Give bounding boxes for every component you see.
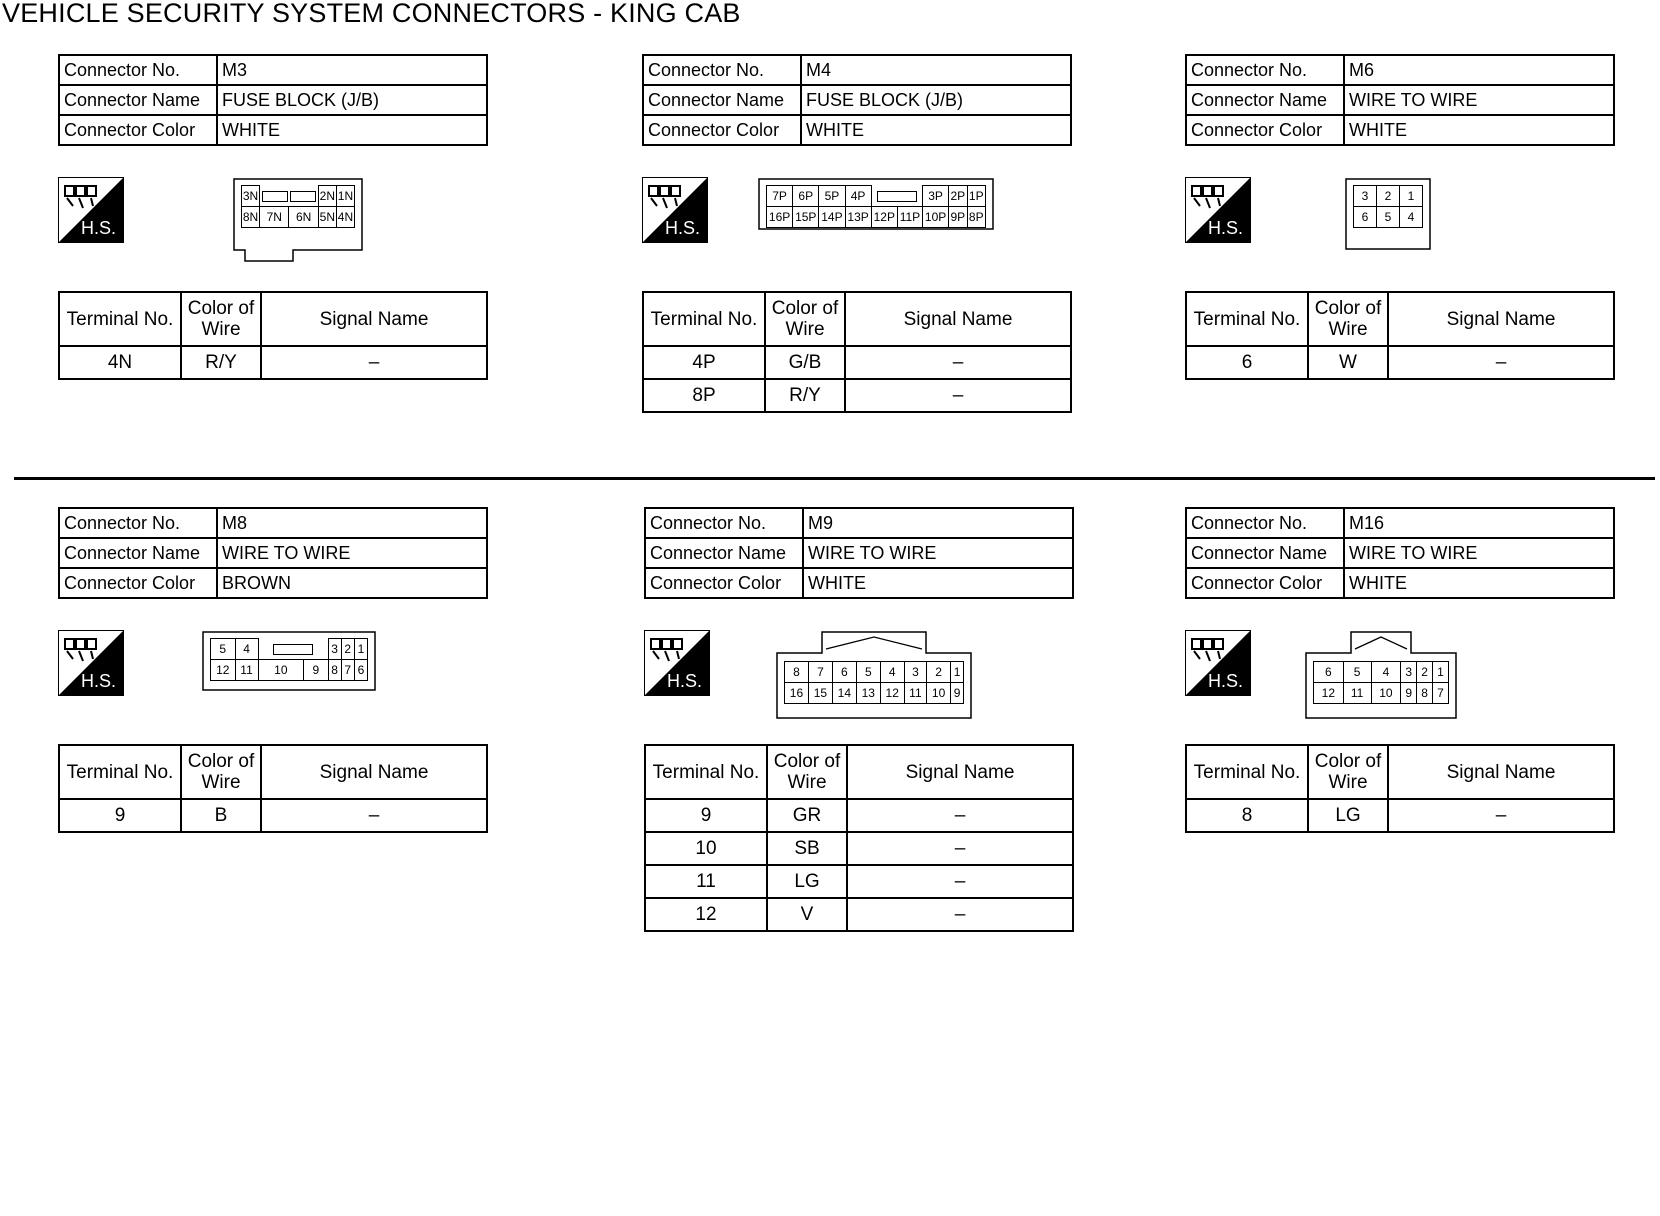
info-row [1186, 568, 1614, 598]
pin-cell: 7 [1433, 683, 1449, 704]
hs-label: H.S. [81, 671, 117, 691]
connector-name-label: Connector Name [643, 85, 801, 115]
info-row [59, 508, 487, 538]
signal-name: – [847, 832, 1073, 865]
pin-grid [241, 185, 355, 228]
pin-lock [871, 186, 922, 207]
pin-cell: 9 [304, 660, 328, 681]
harness-side-icon [58, 177, 124, 243]
pin-cell: 10 [1371, 683, 1401, 704]
connector-number-value: M16 [1344, 508, 1614, 538]
pin-lock [260, 186, 289, 207]
pin-cell: 13P [845, 207, 871, 228]
signal-name-header: Signal Name [1388, 292, 1614, 346]
terminal-row [59, 799, 487, 832]
connector-block-m16 [1185, 507, 1615, 947]
pin-row [242, 207, 355, 228]
terminal-no-header: Terminal No. [643, 292, 765, 346]
connector-info-table [644, 507, 1074, 599]
connector-number-label: Connector No. [1186, 508, 1344, 538]
connector-name-label: Connector Name [645, 538, 803, 568]
pin-cell: 7 [808, 662, 832, 683]
terminal-header-row [645, 745, 1073, 799]
terminal-number: 8 [1186, 799, 1308, 832]
pin-cell: 4P [845, 186, 871, 207]
connector-color-label: Connector Color [59, 568, 217, 598]
lock-tab [877, 191, 917, 202]
terminal-table [642, 291, 1072, 413]
pin-row [211, 639, 368, 660]
connector-block-m8 [58, 507, 488, 947]
connector-number-label: Connector No. [645, 508, 803, 538]
pin-cell: 8 [1417, 683, 1433, 704]
connector-color-value: WHITE [217, 115, 487, 145]
pin-cell: 2 [927, 662, 951, 683]
pin-row [785, 662, 964, 683]
wire-color: G/B [765, 346, 845, 379]
signal-name-header: Signal Name [261, 292, 487, 346]
pin-cell: 6N [289, 207, 318, 228]
pin-cell: 12 [211, 660, 236, 681]
signal-name: – [845, 379, 1071, 412]
signal-name: – [261, 346, 487, 379]
harness-side-icon [642, 177, 708, 243]
signal-name-header: Signal Name [847, 745, 1073, 799]
pin-cell: 10 [927, 683, 951, 704]
wire-color-header: Color of Wire [181, 745, 261, 799]
connector-key-mark [826, 637, 922, 649]
info-row [59, 568, 487, 598]
hs-label: H.S. [667, 671, 703, 691]
terminal-row [59, 346, 487, 379]
signal-name: – [845, 346, 1071, 379]
pin-grid [766, 185, 986, 228]
info-row [645, 568, 1073, 598]
terminal-row [1186, 346, 1614, 379]
pin-row [1354, 186, 1423, 207]
terminal-table [58, 744, 488, 833]
wire-color-header: Color of Wire [765, 292, 845, 346]
wire-color: SB [767, 832, 847, 865]
info-row [1186, 508, 1614, 538]
pin-cell: 15 [808, 683, 832, 704]
pin-cell: 11 [904, 683, 926, 704]
wire-color: V [767, 898, 847, 931]
pin-cell: 1 [1433, 662, 1449, 683]
pin-row [211, 660, 368, 681]
pin-cell: 8N [242, 207, 260, 228]
pin-cell: 9P [949, 207, 967, 228]
connector-block-m3 [58, 54, 488, 494]
wire-color-header: Color of Wire [1308, 292, 1388, 346]
pin-cell: 11P [897, 207, 922, 228]
pin-cell: 1 [951, 662, 964, 683]
info-row [643, 85, 1071, 115]
pin-cell: 5 [1343, 662, 1371, 683]
wire-color-header: Color of Wire [1308, 745, 1388, 799]
pin-lock [258, 639, 328, 660]
lock-tab [273, 644, 313, 655]
connector-name-value: FUSE BLOCK (J/B) [801, 85, 1071, 115]
connector-name-value: WIRE TO WIRE [803, 538, 1073, 568]
terminal-row [645, 898, 1073, 931]
connector-name-label: Connector Name [59, 85, 217, 115]
hs-label: H.S. [1208, 218, 1244, 238]
pin-cell: 3N [242, 186, 260, 207]
pin-cell: 11 [235, 660, 258, 681]
connector-info-table [1185, 54, 1615, 146]
terminal-header-row [1186, 292, 1614, 346]
connector-color-label: Connector Color [1186, 568, 1344, 598]
info-row [645, 508, 1073, 538]
connector-info-table [1185, 507, 1615, 599]
pin-cell: 12P [871, 207, 897, 228]
info-row [59, 538, 487, 568]
connector-number-value: M8 [217, 508, 487, 538]
signal-name: – [847, 865, 1073, 898]
pin-cell: 12 [880, 683, 904, 704]
pin-cell: 4 [1371, 662, 1401, 683]
pin-cell: 8 [785, 662, 809, 683]
pin-cell: 3 [904, 662, 926, 683]
pin-row [767, 186, 986, 207]
terminal-row [645, 799, 1073, 832]
pin-cell: 9 [1401, 683, 1417, 704]
pin-cell: 3 [1354, 186, 1377, 207]
connector-block-m4 [642, 54, 1072, 494]
connector-number-label: Connector No. [59, 508, 217, 538]
pin-cell: 6 [832, 662, 856, 683]
pin-cell: 4 [1400, 207, 1423, 228]
wire-color: LG [767, 865, 847, 898]
signal-name: – [261, 799, 487, 832]
connector-name-label: Connector Name [1186, 85, 1344, 115]
terminal-number: 9 [645, 799, 767, 832]
lock-tab [290, 191, 316, 202]
info-row [59, 55, 487, 85]
terminal-header-row [643, 292, 1071, 346]
pin-row [767, 207, 986, 228]
terminal-number: 8P [643, 379, 765, 412]
terminal-table [644, 744, 1074, 932]
pin-cell: 1 [1400, 186, 1423, 207]
harness-side-icon [644, 630, 710, 696]
pin-grid [1353, 185, 1423, 228]
pin-cell: 16 [785, 683, 809, 704]
connector-color-value: WHITE [801, 115, 1071, 145]
connector-face-diagram [776, 631, 972, 719]
wire-color: R/Y [765, 379, 845, 412]
connector-face-diagram [233, 178, 363, 262]
connector-number-label: Connector No. [1186, 55, 1344, 85]
terminal-number: 4P [643, 346, 765, 379]
connector-name-value: WIRE TO WIRE [1344, 538, 1614, 568]
pin-cell: 12 [1314, 683, 1344, 704]
pin-lock [289, 186, 318, 207]
pin-cell: 11 [1343, 683, 1371, 704]
pin-cell: 14 [832, 683, 856, 704]
info-row [59, 85, 487, 115]
terminal-header-row [59, 745, 487, 799]
hs-label: H.S. [1208, 671, 1244, 691]
wire-color: B [181, 799, 261, 832]
pin-cell: 8 [328, 660, 341, 681]
wire-color: W [1308, 346, 1388, 379]
terminal-number: 6 [1186, 346, 1308, 379]
pin-cell: 13 [856, 683, 880, 704]
terminal-number: 9 [59, 799, 181, 832]
pin-cell: 6 [1314, 662, 1344, 683]
terminal-row [1186, 799, 1614, 832]
connector-number-value: M6 [1344, 55, 1614, 85]
info-row [1186, 538, 1614, 568]
connector-face-diagram [1345, 178, 1431, 250]
pin-cell: 2P [949, 186, 967, 207]
connector-info-table [58, 507, 488, 599]
page-title: VEHICLE SECURITY SYSTEM CONNECTORS - KING CAB [2, 0, 741, 28]
pin-cell: 1N [336, 186, 354, 207]
signal-name-header: Signal Name [1388, 745, 1614, 799]
pin-cell: 5 [856, 662, 880, 683]
terminal-number: 10 [645, 832, 767, 865]
connector-key-mark [1355, 637, 1407, 649]
connector-number-value: M3 [217, 55, 487, 85]
terminal-table [1185, 744, 1615, 833]
pin-cell: 1P [967, 186, 985, 207]
connector-name-label: Connector Name [1186, 538, 1344, 568]
signal-name: – [1388, 346, 1614, 379]
terminal-table [1185, 291, 1615, 380]
connector-color-value: WHITE [803, 568, 1073, 598]
pin-cell: 6P [793, 186, 819, 207]
terminal-header-row [1186, 745, 1614, 799]
pin-cell: 15P [793, 207, 819, 228]
signal-name: – [847, 799, 1073, 832]
connector-name-value: FUSE BLOCK (J/B) [217, 85, 487, 115]
pin-row [1314, 683, 1449, 704]
wire-color-header: Color of Wire [767, 745, 847, 799]
info-row [1186, 85, 1614, 115]
pin-row [242, 186, 355, 207]
pin-cell: 1 [354, 639, 367, 660]
connector-color-label: Connector Color [59, 115, 217, 145]
terminal-number: 4N [59, 346, 181, 379]
pin-row [1354, 207, 1423, 228]
connector-block-m9 [644, 507, 1074, 947]
pin-cell: 6 [1354, 207, 1377, 228]
info-row [1186, 115, 1614, 145]
harness-side-icon [1185, 177, 1251, 243]
pin-cell: 8P [967, 207, 985, 228]
pin-cell: 3P [923, 186, 949, 207]
pin-cell: 10P [923, 207, 949, 228]
connector-color-label: Connector Color [645, 568, 803, 598]
pin-cell: 2 [1377, 186, 1400, 207]
pin-cell: 7 [341, 660, 354, 681]
terminal-no-header: Terminal No. [1186, 292, 1308, 346]
connector-info-table [58, 54, 488, 146]
pin-cell: 5N [318, 207, 336, 228]
terminal-row [645, 865, 1073, 898]
connector-number-label: Connector No. [643, 55, 801, 85]
connector-color-value: WHITE [1344, 115, 1614, 145]
pin-cell: 4 [235, 639, 258, 660]
terminal-header-row [59, 292, 487, 346]
terminal-row [643, 379, 1071, 412]
connector-color-label: Connector Color [1186, 115, 1344, 145]
pin-grid [1313, 661, 1449, 704]
terminal-number: 11 [645, 865, 767, 898]
pin-cell: 4 [880, 662, 904, 683]
pin-cell: 7P [767, 186, 793, 207]
pin-cell: 9 [951, 683, 964, 704]
terminal-number: 12 [645, 898, 767, 931]
pin-cell: 2 [1417, 662, 1433, 683]
connector-name-value: WIRE TO WIRE [1344, 85, 1614, 115]
pin-cell: 7N [260, 207, 289, 228]
connector-face-diagram [1305, 631, 1457, 719]
signal-name: – [1388, 799, 1614, 832]
signal-name-header: Signal Name [261, 745, 487, 799]
pin-cell: 14P [819, 207, 845, 228]
connector-name-value: WIRE TO WIRE [217, 538, 487, 568]
pin-cell: 3 [1401, 662, 1417, 683]
wire-color: GR [767, 799, 847, 832]
connector-color-value: WHITE [1344, 568, 1614, 598]
connector-face-diagram [202, 631, 376, 691]
connector-face-diagram [758, 178, 994, 230]
terminal-no-header: Terminal No. [59, 745, 181, 799]
pin-cell: 4N [336, 207, 354, 228]
info-row [645, 538, 1073, 568]
connector-color-label: Connector Color [643, 115, 801, 145]
hs-label: H.S. [81, 218, 117, 238]
harness-side-icon [1185, 630, 1251, 696]
pin-grid [784, 661, 964, 704]
wire-color-header: Color of Wire [181, 292, 261, 346]
pin-grid [210, 638, 368, 681]
info-row [643, 115, 1071, 145]
wire-color: R/Y [181, 346, 261, 379]
pin-row [785, 683, 964, 704]
info-row [1186, 55, 1614, 85]
terminal-no-header: Terminal No. [645, 745, 767, 799]
terminal-no-header: Terminal No. [59, 292, 181, 346]
pin-cell: 5 [1377, 207, 1400, 228]
terminal-row [645, 832, 1073, 865]
wire-color: LG [1308, 799, 1388, 832]
pin-cell: 5P [819, 186, 845, 207]
connector-name-label: Connector Name [59, 538, 217, 568]
pin-cell: 10 [258, 660, 304, 681]
terminal-row [643, 346, 1071, 379]
connector-color-value: BROWN [217, 568, 487, 598]
info-row [59, 115, 487, 145]
pin-cell: 5 [211, 639, 236, 660]
pin-cell: 16P [767, 207, 793, 228]
signal-name: – [847, 898, 1073, 931]
pin-cell: 6 [354, 660, 367, 681]
terminal-no-header: Terminal No. [1186, 745, 1308, 799]
hs-label: H.S. [665, 218, 701, 238]
connector-info-table [642, 54, 1072, 146]
pin-row [1314, 662, 1449, 683]
pin-cell: 3 [328, 639, 341, 660]
connector-number-label: Connector No. [59, 55, 217, 85]
pin-cell: 2N [318, 186, 336, 207]
terminal-table [58, 291, 488, 380]
harness-side-icon [58, 630, 124, 696]
signal-name-header: Signal Name [845, 292, 1071, 346]
info-row [643, 55, 1071, 85]
connector-number-value: M4 [801, 55, 1071, 85]
connector-number-value: M9 [803, 508, 1073, 538]
pin-cell: 2 [341, 639, 354, 660]
lock-tab [262, 191, 288, 202]
connector-block-m6 [1185, 54, 1615, 494]
